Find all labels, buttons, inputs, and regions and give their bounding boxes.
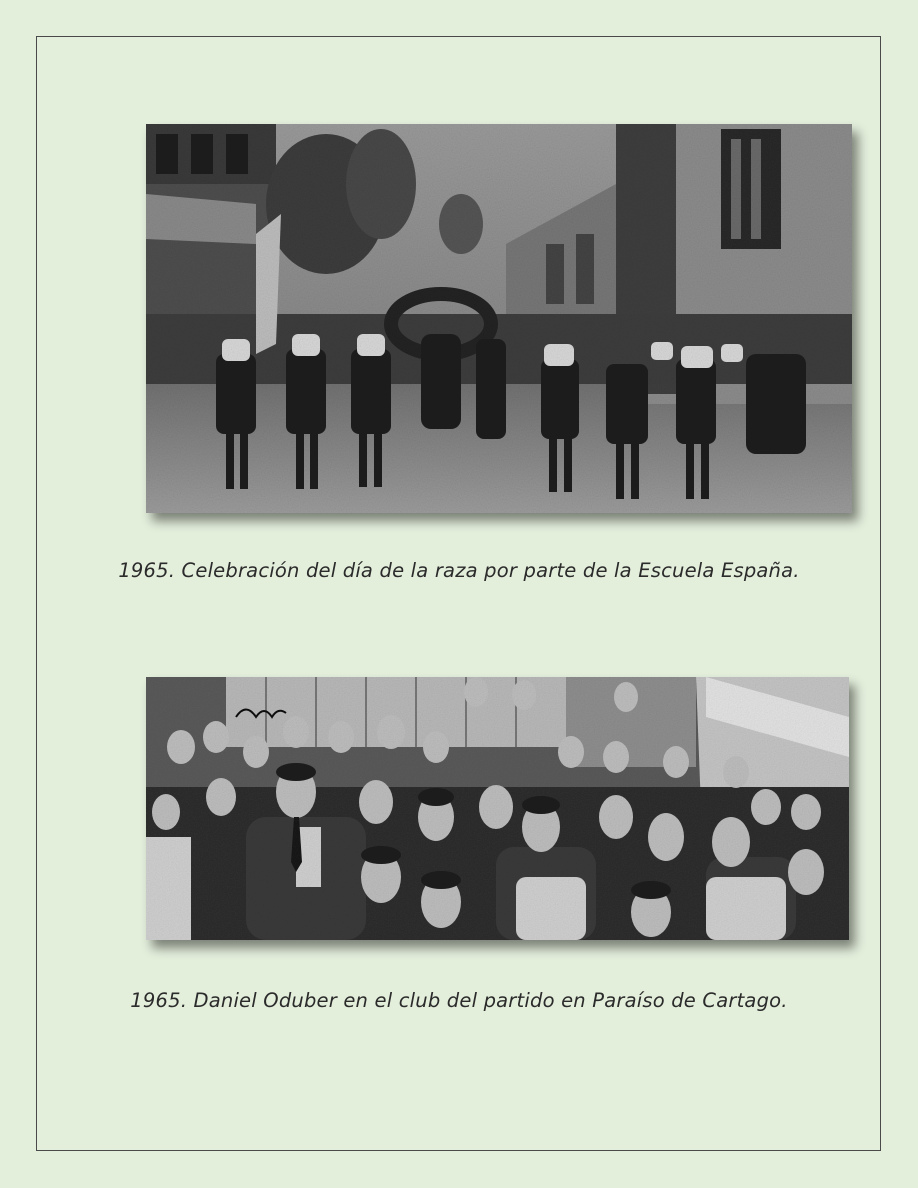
- parade-photo-illustration: [146, 124, 852, 513]
- parade-photo: [146, 124, 852, 513]
- crowd-photo-illustration: [146, 677, 849, 940]
- crowd-photo: [146, 677, 849, 940]
- parade-photo-caption: 1965. Celebración del día de la raza por parte de la Escuela España.: [118, 559, 800, 582]
- crowd-photo-caption: 1965. Daniel Oduber en el club del partido en Paraíso de Cartago.: [130, 989, 788, 1012]
